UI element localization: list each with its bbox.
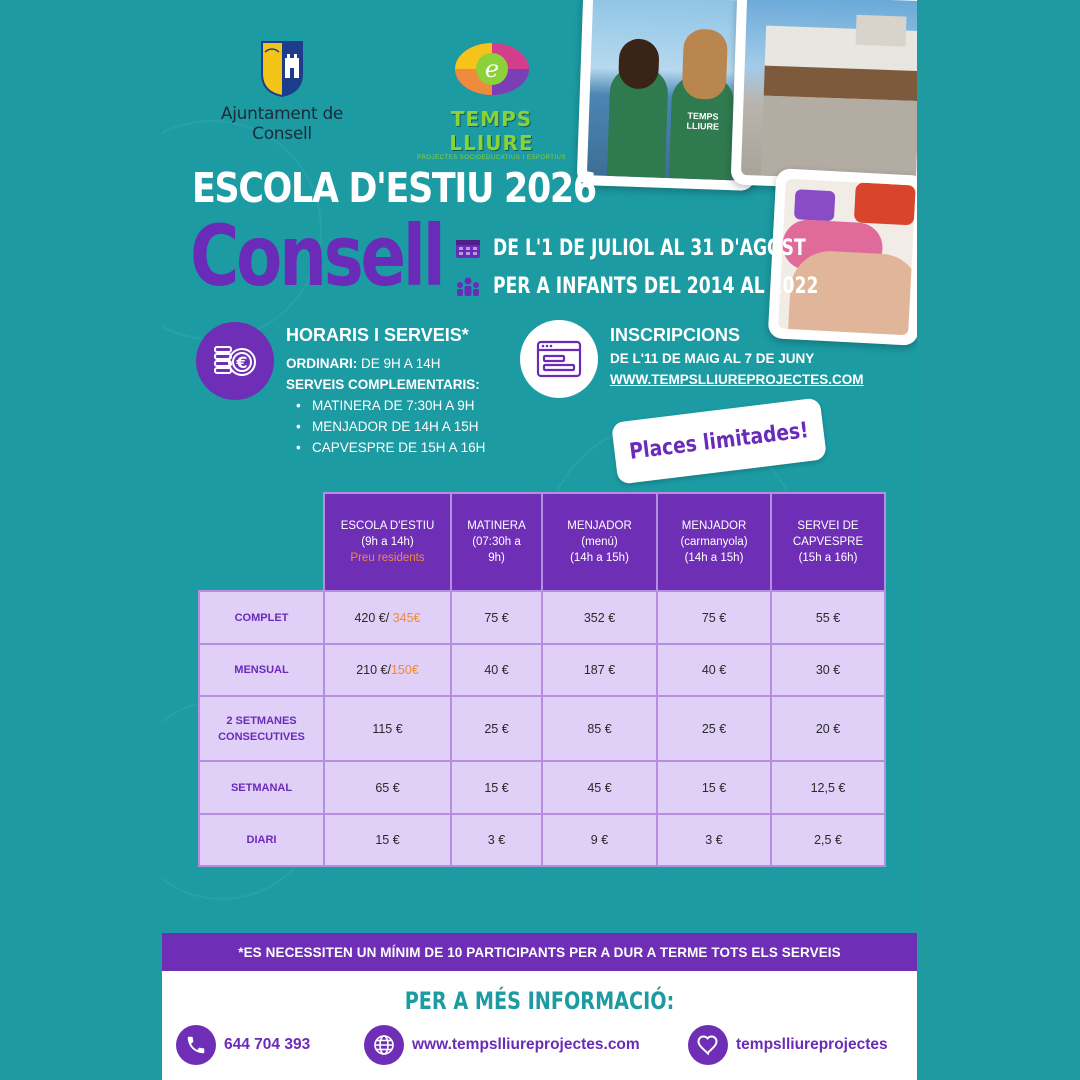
table-cell: 3 € xyxy=(451,814,542,866)
ages-text: PER A INFANTS DEL 2014 AL 2022 xyxy=(493,273,819,299)
table-row xyxy=(199,591,885,644)
table-cell: 65 € xyxy=(324,761,451,814)
table-row xyxy=(199,814,885,866)
table-cell: 115 € xyxy=(324,696,451,761)
table-cell: 187 € xyxy=(542,644,657,696)
svg-text:e: e xyxy=(484,55,499,83)
row-label: COMPLET xyxy=(199,591,324,644)
service-item: • MATINERA DE 7:30H A 9H xyxy=(286,395,485,416)
ajuntament-logo xyxy=(192,40,372,144)
table-cell: 45 € xyxy=(542,761,657,814)
social-contact[interactable] xyxy=(688,1025,888,1065)
table-cell: 25 € xyxy=(657,696,771,761)
table-corner xyxy=(199,493,324,591)
service-item: • MENJADOR DE 14H A 15H xyxy=(286,416,485,437)
globe-icon xyxy=(364,1025,404,1065)
table-cell: 85 € xyxy=(542,696,657,761)
minimum-participants-note xyxy=(162,933,917,971)
temps-lliure-emblem-icon xyxy=(452,40,532,98)
column-header: ESCOLA D'ESTIU (9h a 14h) Preu residents xyxy=(324,493,451,591)
contact-footer xyxy=(162,971,917,1080)
phone-contact[interactable] xyxy=(176,1025,310,1065)
table-cell: 40 € xyxy=(657,644,771,696)
badge-text: Places limitades! xyxy=(628,417,810,465)
table-cell: 210 €/150€ xyxy=(324,644,451,696)
dates-text: DE L'1 DE JULIOL AL 31 D'AGOST xyxy=(493,235,806,261)
ages-row xyxy=(455,267,910,305)
row-label: MENSUAL xyxy=(199,644,324,696)
service-item: • CAPVESPRE DE 15H A 16H xyxy=(286,437,485,458)
table-cell: 25 € xyxy=(451,696,542,761)
children-icon xyxy=(455,275,481,297)
table-cell: 40 € xyxy=(451,644,542,696)
table-cell: 9 € xyxy=(542,814,657,866)
dates-block xyxy=(455,229,910,305)
table-row xyxy=(199,761,885,814)
browser-window-icon xyxy=(520,320,598,398)
table-row xyxy=(199,644,885,696)
registration-title: INSCRIPCIONS xyxy=(610,325,741,345)
table-cell: 55 € xyxy=(771,591,885,644)
temps-lliure-name: TEMPS LLIURE xyxy=(449,107,534,155)
table-cell: 15 € xyxy=(324,814,451,866)
web-contact[interactable] xyxy=(364,1025,640,1065)
column-header: MENJADOR (carmanyola) (14h a 15h) xyxy=(657,493,771,591)
table-cell: 75 € xyxy=(657,591,771,644)
column-header: MENJADOR (menú) (14h a 15h) xyxy=(542,493,657,591)
dates-row xyxy=(455,229,910,267)
table-cell: 15 € xyxy=(451,761,542,814)
table-cell: 20 € xyxy=(771,696,885,761)
services-details xyxy=(286,353,485,458)
phone-icon xyxy=(176,1025,216,1065)
table-row xyxy=(199,696,885,761)
limited-places-badge xyxy=(611,397,827,484)
photo-building xyxy=(731,0,917,191)
phone-number: 644 704 393 xyxy=(224,1036,311,1053)
services-title: HORARIS I SERVEIS* xyxy=(286,325,469,345)
registration-link[interactable]: WWW.TEMPSLLIUREPROJECTES.COM xyxy=(610,372,864,387)
shield-icon xyxy=(260,40,304,98)
row-label: DIARI xyxy=(199,814,324,866)
calendar-icon xyxy=(455,237,481,259)
price-table xyxy=(198,492,886,867)
row-label: SETMANAL xyxy=(199,761,324,814)
social-handle[interactable]: tempslliureprojectes xyxy=(736,1036,888,1053)
website-link[interactable]: www.tempslliureprojectes.com xyxy=(412,1036,640,1053)
heart-icon xyxy=(688,1025,728,1065)
table-cell: 15 € xyxy=(657,761,771,814)
temps-lliure-logo xyxy=(414,40,569,161)
table-cell: 352 € xyxy=(542,591,657,644)
row-label: 2 SETMANES CONSECUTIVES xyxy=(199,696,324,761)
table-cell: 30 € xyxy=(771,644,885,696)
svg-text:€: € xyxy=(236,353,248,372)
ordinary-label: ORDINARI: xyxy=(286,356,358,371)
table-cell: 12,5 € xyxy=(771,761,885,814)
footer-note: *ES NECESSITEN UN MÍNIM DE 10 PARTICIPANTS PER A DUR A TERME TOTS ELS SERVEIS xyxy=(238,944,841,960)
euro-coins-icon xyxy=(196,322,274,400)
registration-details xyxy=(610,348,864,390)
shirt-text: TEMPS LLIURE xyxy=(686,110,720,132)
town-name: Consell xyxy=(190,207,443,305)
page-title: ESCOLA D'ESTIU 2026 xyxy=(192,164,596,212)
table-cell: 75 € xyxy=(451,591,542,644)
table-cell: 2,5 € xyxy=(771,814,885,866)
table-cell: 420 €/ 345€ xyxy=(324,591,451,644)
ordinary-value: DE 9H A 14H xyxy=(361,356,441,371)
table-cell: 3 € xyxy=(657,814,771,866)
resident-price-note: Preu residents xyxy=(350,552,425,564)
poster xyxy=(162,0,917,1080)
more-info-heading: PER A MÉS INFORMACIÓ: xyxy=(404,987,675,1015)
registration-dates: DE L'11 DE MAIG AL 7 DE JUNY xyxy=(610,351,815,366)
complementary-label: SERVEIS COMPLEMENTARIS: xyxy=(286,377,480,392)
column-header: MATINERA (07:30h a 9h) xyxy=(451,493,542,591)
temps-lliure-subtitle: PROJECTES SOCIOEDUCATIUS I ESPORTIUS xyxy=(417,155,566,161)
ajuntament-name: Ajuntament de Consell xyxy=(220,104,344,144)
column-header: SERVEI DE CAPVESPRE (15h a 16h) xyxy=(771,493,885,591)
